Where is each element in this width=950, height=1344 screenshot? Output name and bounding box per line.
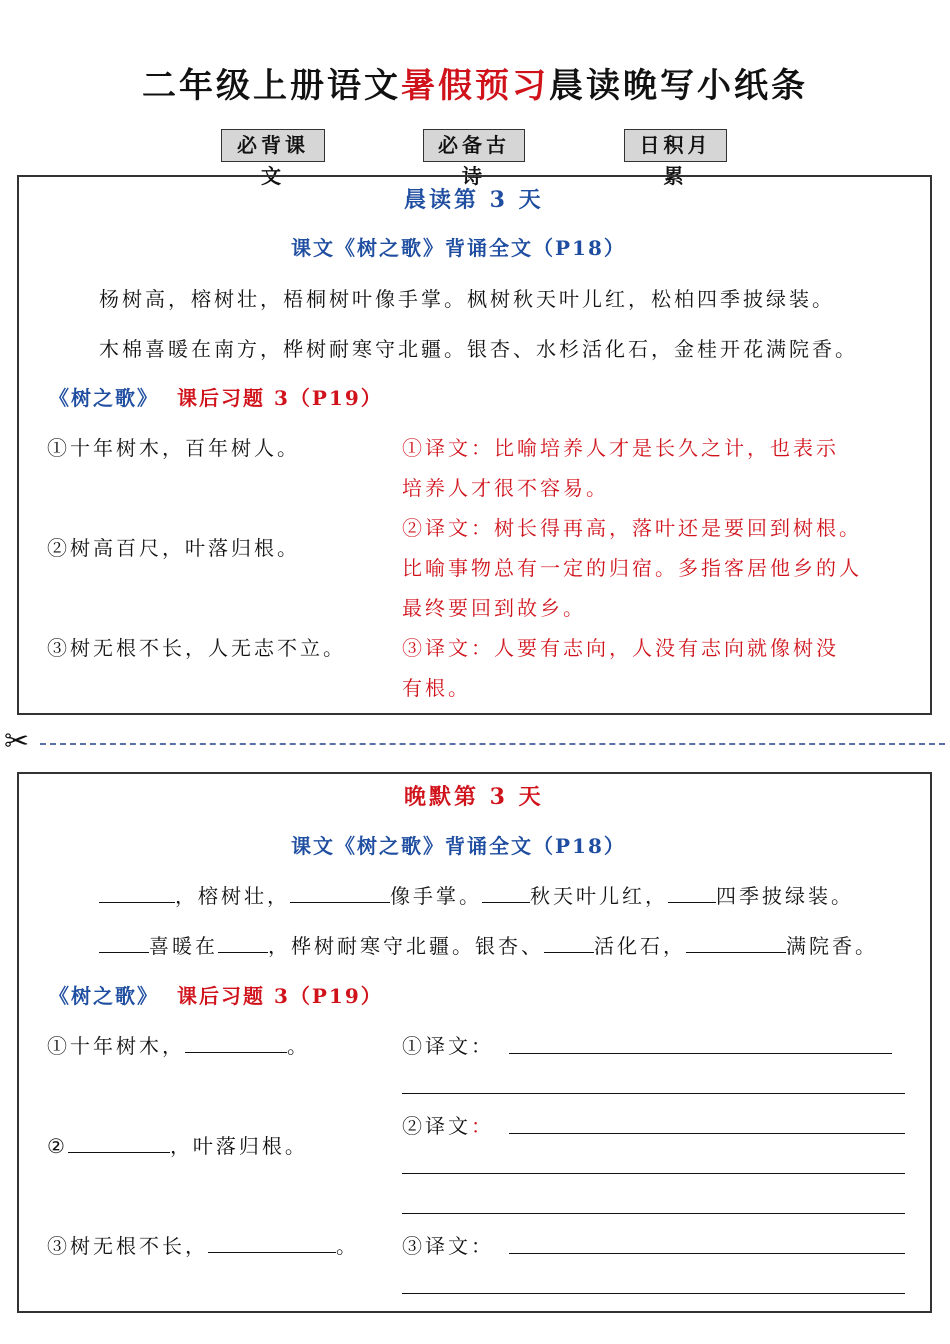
blank[interactable] (208, 1233, 336, 1253)
blank[interactable] (218, 933, 268, 953)
evening-exercise-heading: 《树之歌》 课后习题 3（P19） (49, 984, 383, 1008)
evening-q2: ② ，叶落归根。 (47, 1134, 308, 1158)
evening-line-1: ，榕树壮， 像手掌。 秋天叶儿红， 四季披绿装。 (99, 880, 854, 909)
answer-line[interactable] (402, 1173, 905, 1174)
morning-line-2: 木棉喜暖在南方，桦树耐寒守北疆。银杏、水杉活化石，金桂开花满院香。 (99, 337, 858, 361)
title-highlight: 暑假预习 (401, 66, 549, 106)
blank[interactable] (99, 883, 175, 903)
cut-line (40, 743, 945, 745)
morning-a3-line1: ③译文：人要有志向，人没有志向就像树没 (402, 636, 839, 660)
morning-heading: 晨读第 3 天 (404, 187, 544, 213)
tag-must-recite[interactable]: 必背课文 (221, 129, 325, 162)
scissors-icon: ✂ (4, 724, 30, 759)
evening-q1: ①十年树木， 。 (47, 1034, 310, 1058)
blank[interactable] (686, 933, 786, 953)
morning-a2-line2: 比喻事物总有一定的归宿。多指客居他乡的人 (402, 556, 862, 580)
blank[interactable] (482, 883, 530, 903)
page-title: 二年级上册语文暑假预习晨读晚写小纸条 (142, 66, 808, 106)
blank[interactable] (668, 883, 716, 903)
morning-a1-line2: 培养人才很不容易。 (402, 476, 609, 500)
tag-daily-accumulation[interactable]: 日积月累 (624, 129, 727, 162)
morning-q1: ①十年树木，百年树人。 (47, 436, 300, 460)
evening-a1-label: ①译文： (402, 1034, 494, 1058)
answer-line[interactable] (509, 1253, 905, 1254)
morning-line-1: 杨树高，榕树壮，梧桐树叶像手掌。枫树秋天叶儿红，松柏四季披绿装。 (99, 287, 835, 311)
evening-heading: 晚默第 3 天 (404, 784, 544, 810)
morning-a3-line2: 有根。 (402, 676, 471, 700)
morning-reading-box (17, 175, 932, 715)
morning-exercise-heading: 《树之歌》 课后习题 3（P19） (49, 386, 383, 410)
morning-a1-line1: ①译文：比喻培养人才是长久之计，也表示 (402, 436, 839, 460)
morning-a2-line3: 最终要回到故乡。 (402, 596, 586, 620)
evening-line-2: 喜暖在 ，桦树耐寒守北疆。银杏、 活化石， 满院香。 (99, 930, 878, 959)
answer-line[interactable] (402, 1213, 905, 1214)
evening-writing-box (17, 772, 932, 1313)
tag-ancient-poems[interactable]: 必备古诗 (423, 129, 525, 162)
evening-text-title: 课文《树之歌》背诵全文（P18） (291, 834, 626, 858)
blank[interactable] (290, 883, 390, 903)
answer-line[interactable] (509, 1133, 905, 1134)
morning-q2: ②树高百尺，叶落归根。 (47, 536, 300, 560)
blank[interactable] (544, 933, 594, 953)
blank[interactable] (68, 1133, 170, 1153)
evening-a3-label: ③译文： (402, 1234, 494, 1258)
blank[interactable] (99, 933, 149, 953)
morning-text-title: 课文《树之歌》背诵全文（P18） (291, 236, 626, 260)
morning-a2-line1: ②译文：树长得再高，落叶还是要回到树根。 (402, 516, 862, 540)
evening-a2-label: ②译文： (402, 1114, 494, 1138)
answer-line[interactable] (402, 1093, 905, 1094)
blank[interactable] (185, 1033, 287, 1053)
answer-line[interactable] (402, 1293, 905, 1294)
answer-line[interactable] (509, 1053, 892, 1054)
evening-q3: ③树无根不长， 。 (47, 1234, 359, 1258)
morning-q3: ③树无根不长，人无志不立。 (47, 636, 346, 660)
